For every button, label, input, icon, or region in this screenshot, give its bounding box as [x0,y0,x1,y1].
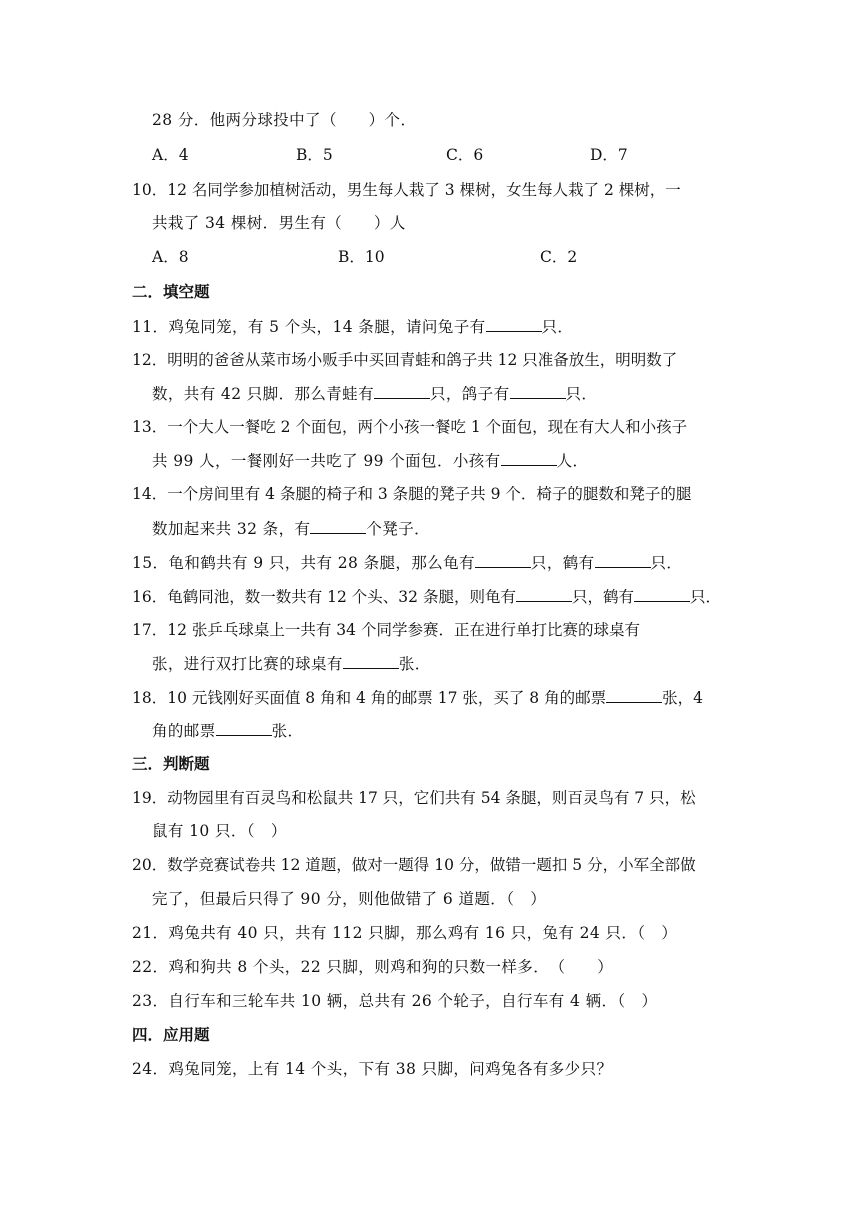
question-17-text: 张，进行双打比赛的球桌有 [152,655,343,673]
question-12-text: 数，共有 42 只脚．那么青蛙有 [152,385,374,403]
question-22-text-line: 22．鸡和狗共 8 个头，22 只脚，则鸡和狗的只数一样多． （ ） [132,958,614,976]
answer-blank[interactable] [310,518,366,534]
question-14-text: 数加起来共 32 条，有 [152,520,311,538]
question-20-text-line: 20．数学竞赛试卷共 12 道题，做对一题得 10 分，做错一题扣 5 分，小军全部做 [132,856,696,874]
question-13-line-2 [152,450,588,471]
question-10-text-line: 共栽了 34 棵树．男生有（ ）人 [152,214,406,232]
question-18-text: 角的邮票 [152,722,216,740]
answer-blank[interactable] [374,383,430,399]
question-11 [132,316,573,337]
question-18-line-1 [132,687,703,708]
question-18-line-2 [152,720,303,741]
question-16-text-end: 只． [689,588,721,606]
question-12-line-2 [152,383,597,404]
answer-blank[interactable] [475,552,531,568]
question-9-option-a: A．4 [152,146,189,164]
question-14-text-line: 14．一个房间里有 4 条腿的椅子和 3 条腿的凳子共 9 个．椅子的腿数和凳子的腿 [132,485,692,503]
answer-blank[interactable] [606,687,662,703]
question-15-text-end: 只． [650,554,683,572]
question-23-text-line: 23．自行车和三轮车共 10 辆，总共有 26 个轮子，自行车有 4 辆．（ ） [132,992,658,1010]
question-16 [132,586,721,607]
answer-blank[interactable] [516,586,572,602]
question-21-text-line: 21．鸡兔共有 40 只，共有 112 只脚，那么鸡有 16 只，兔有 24 只．（ ） [132,924,678,942]
question-10-option-a: A．8 [152,248,189,266]
question-12-text-line: 12．明明的爸爸从菜市场小贩手中买回青蛙和鸽子共 12 只准备放生，明明数了 [132,351,678,369]
section-heading-application: 四．应用题 [132,1026,210,1044]
section-heading-fill-in: 二．填空题 [132,283,210,301]
answer-blank[interactable] [343,653,399,669]
answer-blank[interactable] [634,586,690,602]
question-18-text-end: 张． [271,722,304,740]
question-14-line-2 [152,518,430,539]
question-20-text-line: 完了，但最后只得了 90 分，则他做错了 6 道题．（ ） [152,890,547,908]
question-19-text-line: 19．动物园里有百灵鸟和松鼠共 17 只，它们共有 54 条腿，则百灵鸟有 7 只，松 [132,789,696,807]
question-10-option-b: B．10 [338,248,385,266]
question-10-option-c: C．2 [540,248,578,266]
question-15-text: 15．龟和鹤共有 9 只，共有 28 条腿，那么龟有 [132,554,475,572]
answer-blank[interactable] [486,316,542,332]
question-9-option-b: B．5 [296,146,333,164]
answer-blank[interactable] [501,450,557,466]
question-9-text-line: 28 分．他两分球投中了（ ）个． [152,111,417,129]
question-17-text-line: 17．12 张乒乓球桌上一共有 34 个同学参赛．正在进行单打比赛的球桌有 [132,621,640,639]
question-17-text-end: 张． [398,655,431,673]
question-13-text: 共 99 人，一餐刚好一共吃了 99 个面包．小孩有 [152,452,501,470]
question-16-text: 只，鹤有 [571,588,634,606]
question-12-text-end: 只． [565,385,598,403]
question-14-text-end: 个凳子． [366,520,430,538]
answer-blank[interactable] [216,720,272,736]
question-15 [132,552,682,573]
question-11-text: 11．鸡兔同笼，有 5 个头，14 条腿，请问兔子有 [132,318,486,336]
section-heading-true-false: 三．判断题 [132,755,210,773]
answer-blank[interactable] [595,552,651,568]
question-10-text-line: 10．12 名同学参加植树活动，男生每人栽了 3 棵树，女生每人栽了 2 棵树，一 [132,181,681,199]
question-13-text-line: 13．一个大人一餐吃 2 个面包，两个小孩一餐吃 1 个面包，现在有大人和小孩子 [132,418,688,436]
question-18-text: 张，4 [662,689,703,707]
question-18-text: 18．10 元钱刚好买面值 8 角和 4 角的邮票 17 张，买了 8 角的邮票 [132,689,607,707]
question-9-option-d: D．7 [590,146,628,164]
question-12-text: 只，鸽子有 [429,385,510,403]
question-16-text: 16．龟鹤同池，数一数共有 12 个头、32 条腿，则龟有 [132,588,516,606]
question-15-text: 只，鹤有 [530,554,595,572]
question-13-text-end: 人． [556,452,589,470]
question-9-option-c: C．6 [446,146,484,164]
question-19-text-line: 鼠有 10 只．（ ） [152,822,287,840]
answer-blank[interactable] [510,383,566,399]
question-11-text-end: 只． [541,318,574,336]
question-24-text-line: 24．鸡兔同笼，上有 14 个头，下有 38 只脚，问鸡兔各有多少只？ [132,1060,613,1078]
question-17-line-2 [152,653,431,674]
